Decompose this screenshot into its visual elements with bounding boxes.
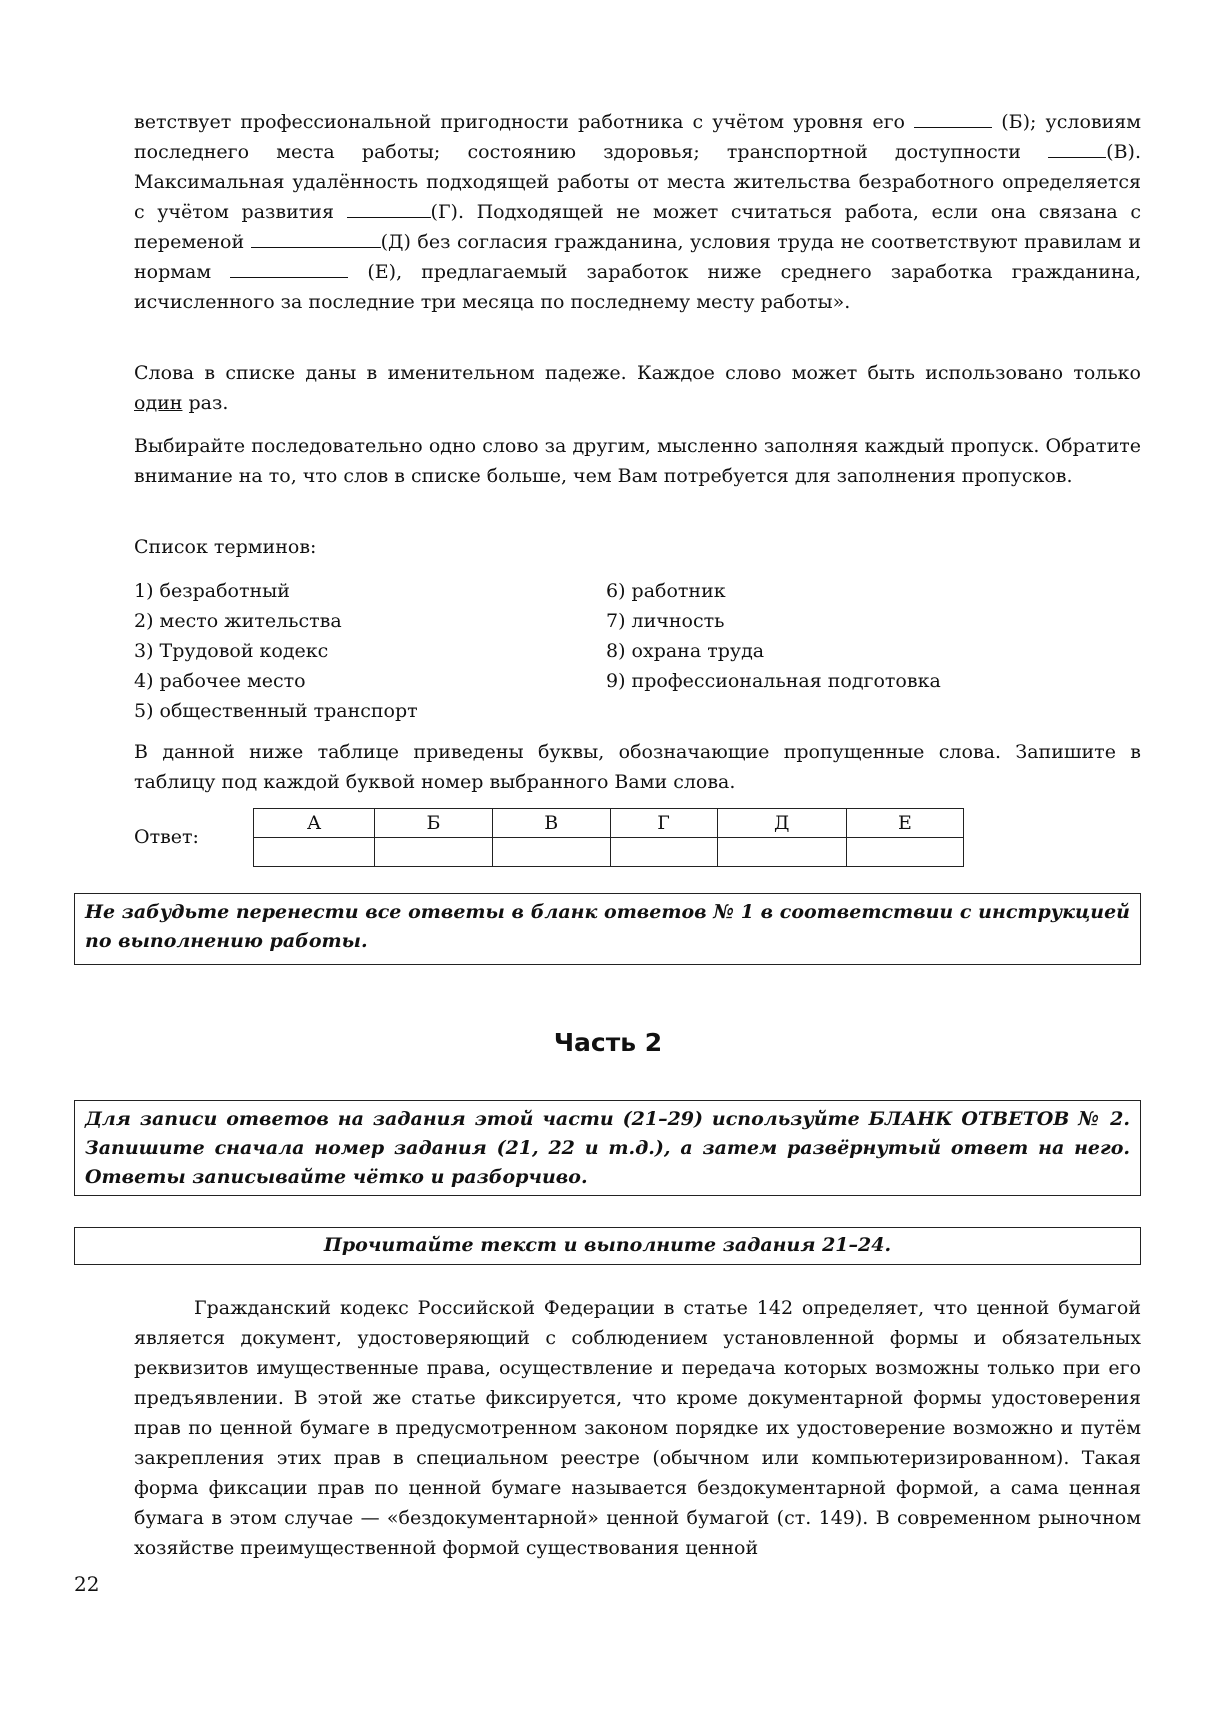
term-item: 7) личность [606, 610, 725, 632]
read-task-box: Прочитайте текст и выполните задания 21–24. [74, 1227, 1141, 1265]
terms-column-right [606, 576, 941, 696]
blank-d [251, 231, 381, 248]
answer-cell[interactable] [375, 838, 493, 867]
instruction-paragraph-1 [134, 358, 1141, 418]
answer-label: Ответ: [134, 826, 199, 848]
continuation-paragraph [134, 107, 1141, 317]
text: раз. [188, 392, 229, 414]
letter-cell: Д [717, 809, 846, 838]
text: (Д) без согласия гражданина, условия труда не соответствуют правилам и нормам [134, 231, 1141, 283]
text: (Б); условиям последнего места работы; состоянию здоровья; транспортной доступности [134, 111, 1142, 163]
letter-cell: Г [610, 809, 717, 838]
part-title: Часть 2 [553, 1028, 663, 1057]
answer-cell[interactable] [846, 838, 963, 867]
text: (Г). Подходящей не может считаться работа, если она связана с переменой [134, 201, 1141, 253]
letter-cell: В [492, 809, 610, 838]
body-paragraph: Гражданский кодекс Российской Федерации в статье 142 определяет, что ценной бумагой является документ, удостоверяющий с соблюдением установленной формы и обязательных реквизитов имущественные права, осуществление и передача которых возможны только при его предъявлении. В этой же статье фиксируется, что кроме документарной формы удостоверения прав по ценной бумаге в предусмотренном законом порядке их удостоверение возможно и путём закрепления этих прав в специальном реестре (обычном или компьютеризированном). Такая форма фиксации прав по ценной бумаге называется бездокументарной формой, а сама ценная бумага в этом случае — «бездокументарной» ценной бумагой (ст. 149). В современном рыночном хозяйстве преимущественной формой существования ценной [134, 1297, 1141, 1559]
reminder-box: Не забудьте перенести все ответы в бланк ответов № 1 в соответствии с инструкцией по выполнению работы. [74, 893, 1141, 965]
blank-v [1048, 141, 1106, 158]
term-item: 9) профессиональная подготовка [606, 670, 941, 692]
term-item: 2) место жительства [134, 610, 342, 632]
letter-cell: Е [846, 809, 963, 838]
terms-list-title: Список терминов: [134, 536, 317, 558]
answer-table [253, 808, 964, 867]
answer-cell[interactable] [254, 838, 375, 867]
blank-b [914, 111, 992, 128]
terms-column-left [134, 576, 418, 726]
text: (В). Максимальная удалённость подходящей работы от места жительства безработного определяется с учётом развития [134, 141, 1141, 223]
underlined-word: один [134, 392, 183, 414]
answer-cell[interactable] [717, 838, 846, 867]
answer-cell[interactable] [492, 838, 610, 867]
letter-cell: А [254, 809, 375, 838]
answer-cell[interactable] [610, 838, 717, 867]
blank-g [347, 201, 431, 218]
instruction-paragraph-2: Выбирайте последовательно одно слово за другим, мысленно заполняя каждый пропуск. Обратите внимание на то, что слов в списке больше, чем Вам потребуется для заполнения пропусков. [134, 435, 1141, 487]
answer-input-row [254, 838, 964, 867]
text: ветствует профессиональной пригодности работника с учётом уровня его [134, 111, 905, 133]
term-item: 1) безработный [134, 580, 290, 602]
table-intro: В данной ниже таблице приведены буквы, обозначающие пропущенные слова. Запишите в таблицу под каждой буквой номер выбранного Вами слова. [134, 741, 1141, 793]
part2-instructions-box: Для записи ответов на задания этой части (21–29) используйте БЛАНК ОТВЕТОВ № 2. Запишите сначала номер задания (21, 22 и т.д.), а затем развёрнутый ответ на него. Ответы записывайте чётко и разборчиво. [74, 1100, 1141, 1196]
page-number: 22 [74, 1572, 100, 1596]
text: Слова в списке даны в именительном падеже. Каждое слово может быть использовано только [134, 362, 1141, 384]
blank-e [230, 261, 348, 278]
term-item: 8) охрана труда [606, 640, 765, 662]
answer-letters-row [254, 809, 964, 838]
term-item: 5) общественный транспорт [134, 700, 418, 722]
term-item: 4) рабочее место [134, 670, 306, 692]
text: (Е), предлагаемый заработок ниже среднего заработка гражданина, исчисленного за последние три месяца по последнему месту работы». [134, 261, 1142, 313]
term-item: 3) Трудовой кодекс [134, 640, 329, 662]
term-item: 6) работник [606, 580, 726, 602]
letter-cell: Б [375, 809, 493, 838]
